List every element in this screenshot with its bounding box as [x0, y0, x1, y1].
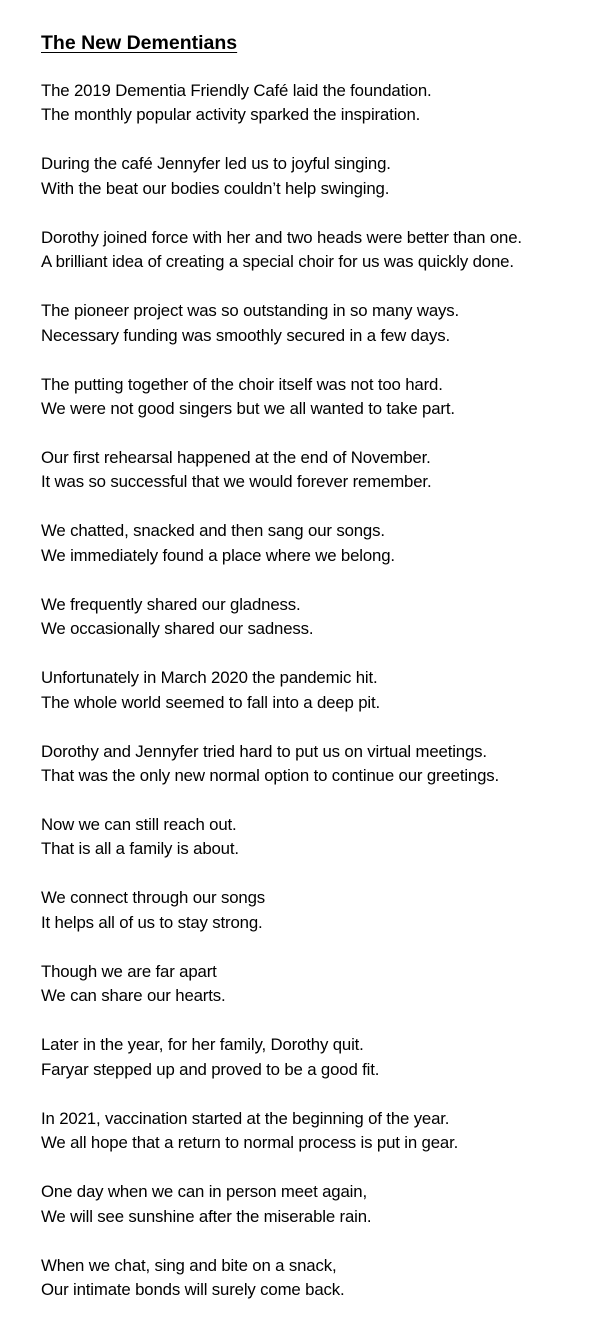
- poem-line: The whole world seemed to fall into a deep pit.: [41, 692, 381, 712]
- stanza-14: [41, 1033, 606, 1082]
- poem-line: We were not good singers but we all wanted to take part.: [41, 399, 455, 419]
- stanza-13: [41, 960, 606, 1009]
- stanza-16: [41, 1180, 606, 1229]
- poem-line: With the beat our bodies couldn’t help swinging.: [41, 178, 390, 198]
- poem-line: We chatted, snacked and then sang our songs.: [41, 521, 385, 541]
- stanza-1: [41, 79, 606, 128]
- poem-line: One day when we can in person meet again,: [41, 1182, 367, 1202]
- poem-line: That is all a family is about.: [41, 839, 239, 859]
- poem-line: The putting together of the choir itself was not too hard.: [41, 374, 443, 394]
- poem-line: We connect through our songs: [41, 888, 266, 908]
- poem-line: We immediately found a place where we belong.: [41, 545, 395, 565]
- poem-document: [41, 30, 606, 1327]
- stanza-11: [41, 813, 606, 862]
- stanza-6: [41, 446, 606, 495]
- poem-line: We all hope that a return to normal process is put in gear.: [41, 1133, 459, 1153]
- poem-line: We frequently shared our gladness.: [41, 594, 301, 614]
- poem-line: Our intimate bonds will surely come back.: [41, 1279, 345, 1299]
- stanza-5: [41, 373, 606, 422]
- poem-line: Dorothy and Jennyfer tried hard to put us on virtual meetings.: [41, 741, 487, 761]
- stanza-15: [41, 1107, 606, 1156]
- poem-line: It was so successful that we would forever remember.: [41, 472, 432, 492]
- poem-line: Though we are far apart: [41, 961, 217, 981]
- poem-line: During the café Jennyfer led us to joyful singing.: [41, 154, 391, 174]
- stanza-2: [41, 152, 606, 201]
- poem-line: Dorothy joined force with her and two heads were better than one.: [41, 227, 522, 247]
- poem-line: Later in the year, for her family, Dorothy quit.: [41, 1035, 364, 1055]
- poem-line: Necessary funding was smoothly secured in a few days.: [41, 325, 450, 345]
- stanza-4: [41, 299, 606, 348]
- poem-line: That was the only new normal option to continue our greetings.: [41, 766, 500, 786]
- poem-line: We will see sunshine after the miserable rain.: [41, 1206, 372, 1226]
- poem-line: We occasionally shared our sadness.: [41, 619, 314, 639]
- stanza-10: [41, 740, 606, 789]
- stanza-8: [41, 593, 606, 642]
- stanza-7: [41, 519, 606, 568]
- poem-line: Unfortunately in March 2020 the pandemic hit.: [41, 668, 378, 688]
- stanza-17: [41, 1254, 606, 1303]
- poem-line: When we chat, sing and bite on a snack,: [41, 1255, 337, 1275]
- poem-line: The 2019 Dementia Friendly Café laid the foundation.: [41, 81, 432, 100]
- poem-line: Faryar stepped up and proved to be a good fit.: [41, 1059, 380, 1079]
- stanza-3: [41, 226, 606, 275]
- poem-line: Now we can still reach out.: [41, 815, 237, 835]
- poem-line: It helps all of us to stay strong.: [41, 912, 263, 932]
- poem-line: The monthly popular activity sparked the inspiration.: [41, 105, 421, 125]
- poem-line: We can share our hearts.: [41, 986, 226, 1006]
- stanza-9: [41, 666, 606, 715]
- poem-title: The New Dementians: [41, 32, 238, 54]
- poem-line: In 2021, vaccination started at the beginning of the year.: [41, 1108, 450, 1128]
- poem-line: Our first rehearsal happened at the end of November.: [41, 448, 431, 468]
- poem-line: A brilliant idea of creating a special choir for us was quickly done.: [41, 252, 514, 272]
- poem-line: The pioneer project was so outstanding in so many ways.: [41, 301, 460, 321]
- stanza-12: [41, 886, 606, 935]
